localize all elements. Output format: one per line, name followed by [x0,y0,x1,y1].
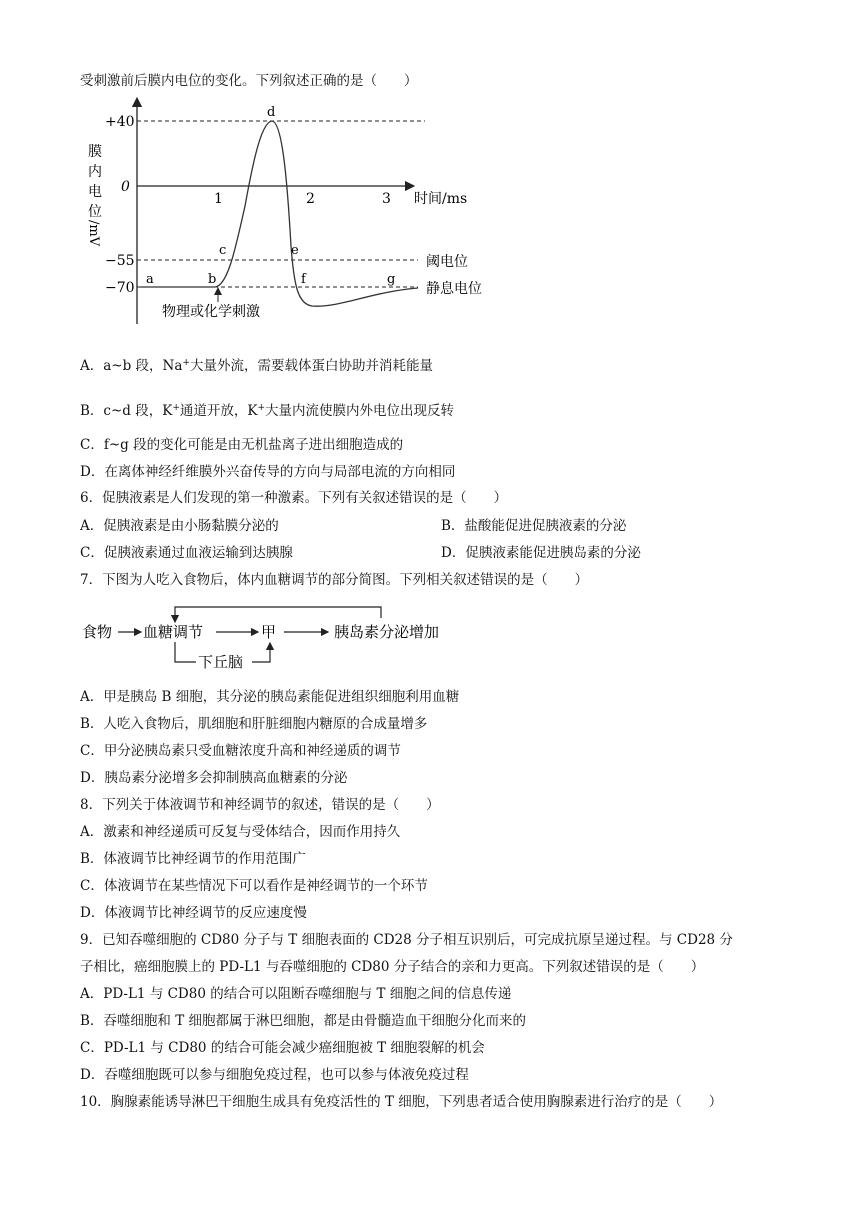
q5-option-a: A．a~b 段，Na+大量外流，需要载体蛋白协助并消耗能量 [80,358,433,374]
glucose-regulation-diagram [0,598,860,678]
y-label-4: 位 [88,204,102,220]
diagram-insulin: 胰岛素分泌增加 [334,623,440,641]
q7-option-d: D．胰岛素分泌增多会抑制胰高血糖素的分泌 [80,770,348,786]
question-intro: 受刺激前后膜内电位的变化。下列叙述正确的是（ ） [80,73,418,89]
point-e: e [291,243,299,258]
feedback-line [175,607,381,622]
q7-option-c: C．甲分泌胰岛素只受血糖浓度升高和神经递质的调节 [80,743,401,759]
q8-option-b: B．体液调节比神经调节的作用范围广 [80,851,306,867]
q6-option-b: B．盐酸能促进促胰液素的分泌 [441,518,627,534]
ytick-zero: 0 [121,179,130,195]
resting-label: 静息电位 [426,281,482,297]
xtick-1: 1 [214,191,223,207]
q8-option-d: D．体液调节比神经调节的反应速度慢 [80,905,307,921]
point-f: f [301,272,306,287]
point-b: b [208,272,217,287]
hypothalamus-out [252,643,270,662]
y-label-3: 电 [88,184,102,200]
ytick-plus40: +40 [105,114,135,130]
diagram-food: 食物 [82,623,113,641]
diagram-hypothalamus: 下丘脑 [198,653,244,671]
q9-stem-line2: 子相比，癌细胞膜上的 PD-L1 与吞噬细胞的 CD80 分子结合的亲和力更高。下列叙述错误的是（ ） [80,959,705,975]
q9-stem-line1: 9．已知吞噬细胞的 CD80 分子与 T 细胞表面的 CD28 分子相互识别后，可完成抗原呈递过程。与 CD28 分 [80,932,733,948]
q6-option-d: D．促胰液素能促进胰岛素的分泌 [441,545,641,561]
xtick-3: 3 [382,191,391,207]
diagram-glucose: 血糖调节 [143,623,204,641]
diagram-jia: 甲 [261,623,277,641]
q9-option-a: A．PD-L1 与 CD80 的结合可以阻断吞噬细胞与 T 细胞之间的信息传递 [80,986,512,1002]
threshold-label: 阈电位 [426,254,468,270]
q7-option-a: A．甲是胰岛 B 细胞，其分泌的胰岛素能促进组织细胞利用血糖 [80,689,460,705]
point-a: a [146,272,154,287]
ytick-minus55: −55 [105,253,135,269]
stimulus-label: 物理或化学刺激 [162,304,260,320]
ytick-minus70: −70 [105,280,135,296]
y-label-2: 内 [88,164,102,180]
q9-option-d: D．吞噬细胞既可以参与细胞免疫过程，也可以参与体液免疫过程 [80,1067,469,1083]
q6-option-c: C．促胰液素通过血液运输到达胰腺 [80,545,293,561]
q9-option-b: B．吞噬细胞和 T 细胞都属于淋巴细胞，都是由骨髓造血干细胞分化而来的 [80,1013,527,1029]
q8-option-a: A．激素和神经递质可反复与受体结合，因而作用持久 [80,824,401,840]
hypothalamus-in [175,642,196,662]
y-label-1: 膜 [88,144,102,160]
action-potential-curve [140,121,418,306]
q5-option-d: D．在离体神经纤维膜外兴奋传导的方向与局部电流的方向相同 [80,464,456,480]
q8-stem: 8．下列关于体液调节和神经调节的叙述，错误的是（ ） [80,797,440,813]
q8-option-c: C．体液调节在某些情况下可以看作是神经调节的一个环节 [80,878,428,894]
q6-option-a: A．促胰液素是由小肠黏膜分泌的 [80,518,279,534]
q5-option-c: C．f~g 段的变化可能是由无机盐离子进出细胞造成的 [80,437,404,453]
y-label-unit: /mV [86,220,101,247]
q9-option-c: C．PD-L1 与 CD80 的结合可能会减少癌细胞被 T 细胞裂解的机会 [80,1040,485,1056]
point-g: g [387,272,396,287]
xtick-2: 2 [306,191,315,207]
point-c: c [219,243,227,258]
q6-stem: 6．促胰液素是人们发现的第一种激素。下列有关叙述错误的是（ ） [80,490,508,506]
point-d: d [267,105,276,120]
membrane-potential-graph [0,96,860,426]
q7-stem: 7．下图为人吃入食物后，体内血糖调节的部分简图。下列相关叙述错误的是（ ） [80,572,589,588]
x-axis-label: 时间/ms [414,191,468,207]
q5-option-b: B．c~d 段，K+通道开放，K+大量内流使膜内外电位出现反转 [80,403,454,419]
q7-option-b: B．人吃入食物后，肌细胞和肝脏细胞内糖原的合成量增多 [80,716,428,732]
q10-stem: 10．胸腺素能诱导淋巴干细胞生成具有免疫活性的 T 细胞，下列患者适合使用胸腺素进行治疗的是（ ） [80,1094,723,1110]
